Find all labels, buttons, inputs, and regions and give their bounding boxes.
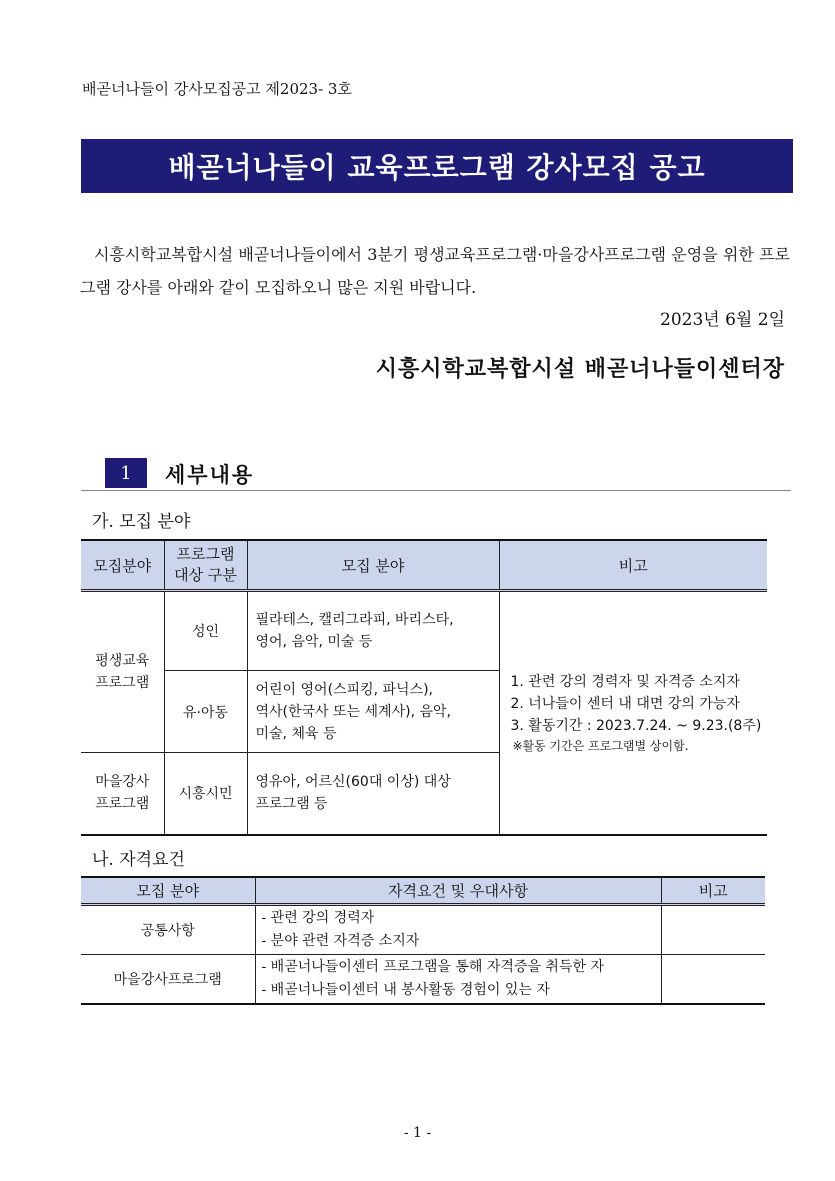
qualification-field-village: 마을강사프로그램 [81, 955, 255, 1005]
page-title-banner [81, 139, 793, 193]
recruit-fields-table [81, 539, 767, 836]
organization-name: 시흥시학교복합시설 배곧너나들이센터장 [375, 356, 785, 382]
qualification-items-village [255, 955, 661, 1005]
announcement-date: 2023년 6월 2일 [660, 310, 785, 330]
field-lifelong-education: 평생교육 프로그램 [81, 591, 164, 753]
qualification-item: - 배곧너나들이센터 프로그램을 통해 자격증을 취득한 자 [261, 959, 604, 975]
section-title: 세부내용 [165, 462, 255, 487]
target-citizen: 시흥시민 [164, 753, 247, 835]
target-adult: 성인 [164, 591, 247, 671]
header-area: 모집 분야 [247, 540, 499, 591]
header-field: 모집분야 [81, 540, 164, 591]
note-item: 2. 너나들이 센터 내 대면 강의 가능자 [510, 696, 740, 713]
qualification-item: - 관련 강의 경력자 [261, 910, 375, 926]
area-adult: 필라테스, 캘리그라피, 바리스타, 영어, 음악, 미술 등 [247, 591, 499, 671]
intro-paragraph [80, 238, 790, 304]
qualification-note [661, 905, 765, 955]
qualifications-table [81, 876, 765, 1005]
qualification-item: - 분야 관련 자격증 소지자 [261, 933, 420, 949]
page-number: - 1 - [403, 1125, 432, 1141]
notes-cell [499, 591, 767, 835]
target-child: 유·아동 [164, 671, 247, 753]
header-note: 비고 [499, 540, 767, 591]
header-field: 모집 분야 [81, 877, 255, 905]
intro-text: 시흥시학교복합시설 배곧너나들이에서 3분기 평생교육프로그램·마을강사프로그램 운영을 위한 프로그램 강사를 아래와 같이 모집하오니 많은 지원 바랍니다. [80, 245, 790, 297]
subtitle-qualifications: 나. 자격요건 [92, 850, 185, 870]
area-citizen: 영유아, 어르신(60대 이상) 대상 프로그램 등 [247, 753, 499, 835]
qualification-items-common [255, 905, 661, 955]
qualification-note [661, 955, 765, 1005]
section-number: 1 [105, 458, 147, 488]
section-header [81, 456, 791, 491]
note-item: 1. 관련 강의 경력자 및 자격증 소지자 [510, 674, 740, 691]
field-village-instructor: 마을강사 프로그램 [81, 753, 164, 835]
header-target: 프로그램 대상 구분 [164, 540, 247, 591]
note-remark: ※활동 기간은 프로그램별 상이함. [512, 739, 689, 754]
header-note: 비고 [661, 877, 765, 905]
page-title: 배곧너나들이 교육프로그램 강사모집 공고 [168, 151, 706, 184]
qualification-field-common: 공통사항 [81, 905, 255, 955]
subtitle-recruit-fields: 가. 모집 분야 [92, 512, 191, 532]
qualification-item: - 배곧너나들이센터 내 봉사활동 경험이 있는 자 [261, 982, 550, 998]
note-item: 3. 활동기간 : 2023.7.24. ~ 9.23.(8주) [510, 718, 762, 735]
document-number: 배곧너나들이 강사모집공고 제2023- 3호 [82, 80, 352, 98]
area-child: 어린이 영어(스피킹, 파닉스), 역사(한국사 또는 세계사), 음악, 미술, 체육 등 [247, 671, 499, 753]
header-requirements: 자격요건 및 우대사항 [255, 877, 661, 905]
